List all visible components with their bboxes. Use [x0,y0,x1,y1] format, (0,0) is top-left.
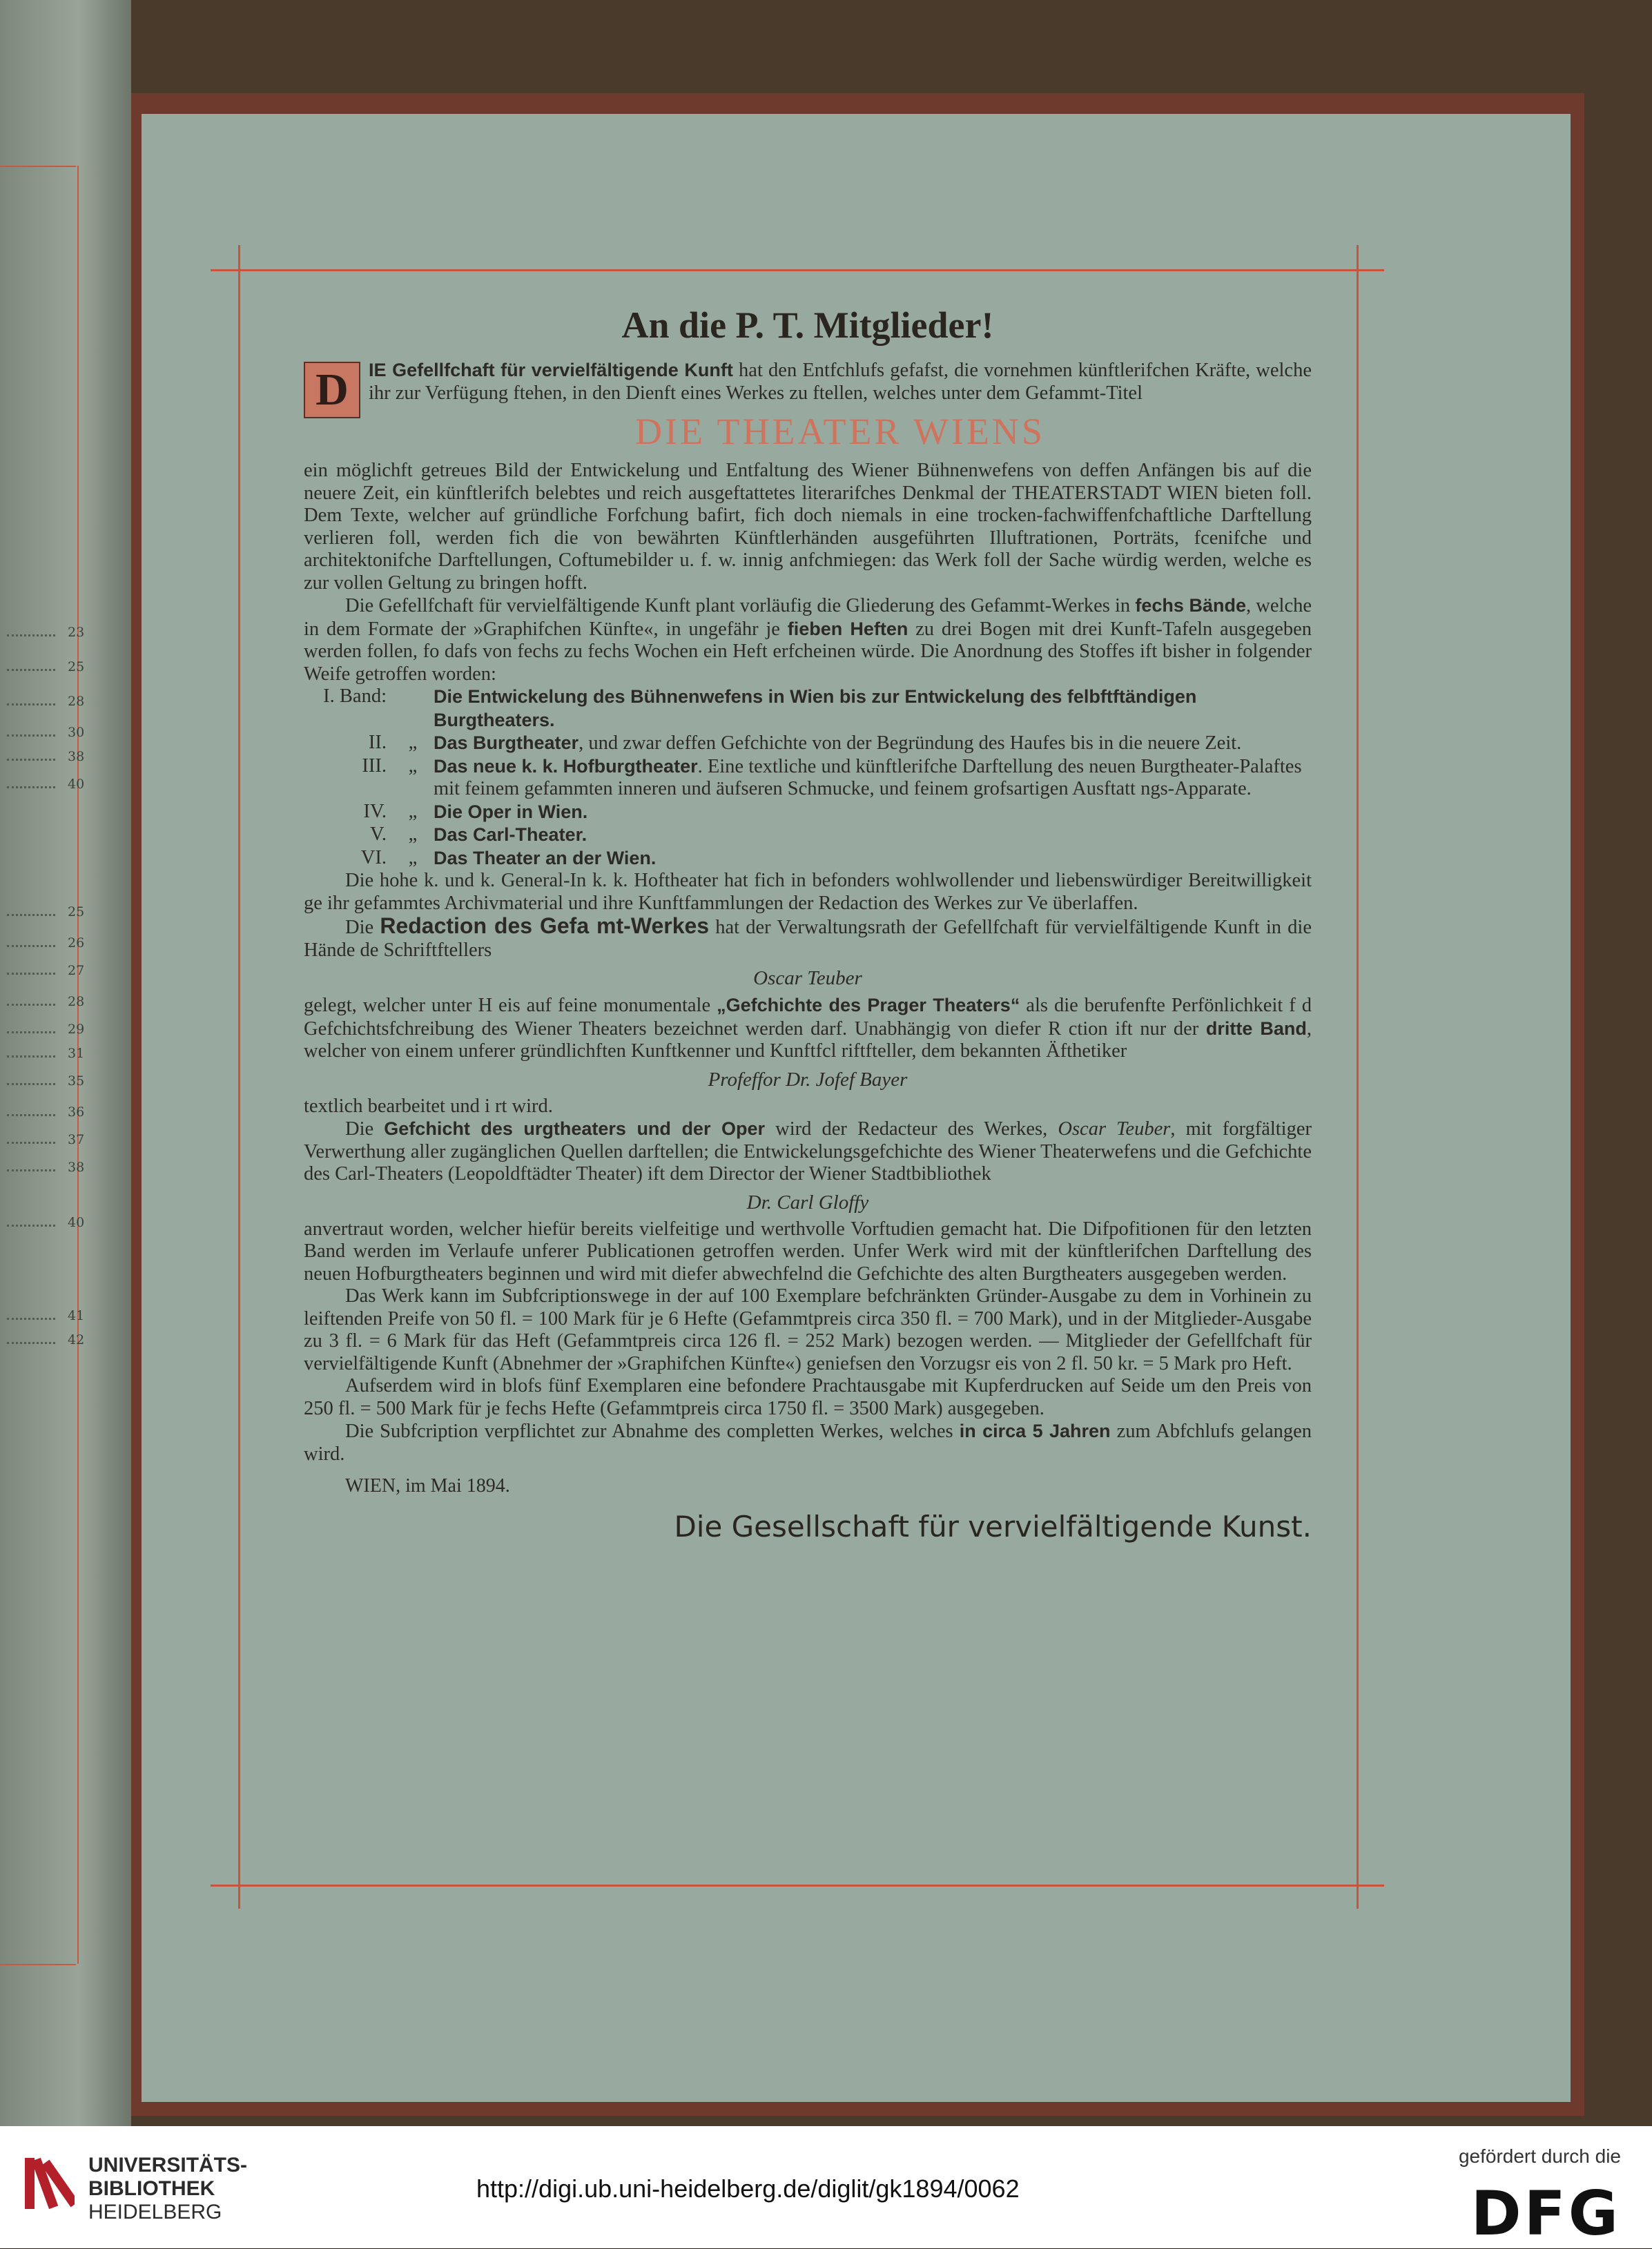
volume-item [304,824,1312,847]
left-page [0,0,131,2126]
editor-text-b: hat der Verwaltungsrath der Gefellfchaft für vervielfältigende Kunft in die Hände de Schriftftellers [304,917,1312,961]
paragraph-history [304,1118,1312,1186]
paragraph-description: ein möglichft getreues Bild der Entwickelung und Entfaltung des Wiener Bühnenwefens von deffen Anfängen bis auf die neuere Zeit, ein künftlerifch belebtes und reich ausgeftattetes literarifches Denkmal der THEATERSTADT WIEN bieten foll. Dem Texte, welcher auf gründliche Forfchung bafirt, fich doch niemals in eine trocken-fachwiffenfchaftliche Darftellung verlieren foll, werden fich die von bewährten Künftlerhänden ausgeführten Illuftrationen, Porträts, fcenifche und architektonifche Darftellungen, Coftumebilder u. f. w. innig anfchmiegen: das Werk foll der Sache würdig werden, welche es zur vollen Geltung zu bringen hofft. [304,460,1312,594]
document-title: An die P. T. Mitglieder! [621,304,994,346]
left-page-number: 31 [68,1046,85,1061]
dfg-logo: DFG [1470,2178,1621,2249]
left-page-number: 27 [68,963,85,978]
dot-leader [7,1308,55,1320]
library-name-line2: BIBLIOTHEK [88,2177,215,2200]
history-text-c: , mit forgfältiger Verwerthung aller zugänglichen Quellen darftellen; die Entwickelungsgefchichte des Wiener Theaterwefens und die Gefchichte des Carl-Theaters (Leopoldftädter Theater) ift dem Director der Wiener Stadtbibliothek [304,1118,1312,1185]
volume-text [434,732,1312,755]
author-name-bayer: Profeffor Dr. Jofef Bayer [708,1068,908,1091]
volume-title: Die Oper in Wien. [434,801,588,822]
dot-leader [7,777,55,788]
dot-leader [7,749,55,761]
volume-item [304,847,1312,870]
dot-leader [7,1073,55,1085]
paragraph-archive: Die hohe k. und k. General-In k. k. Hoftheater hat fich in befonders wohlwollender und liebenswürdiger Bereitwilligkeit ge ihr gefammtes Archivmaterial und ihre Kunftfammlungen der Redaction des Werkes zur Ve überlaffen. [304,870,1312,914]
dot-leader [7,904,55,916]
left-page-number: 28 [68,994,85,1009]
dot-leader [7,1022,55,1033]
frame-right-line [1357,245,1359,1909]
volume-text [434,824,1312,847]
volume-text [434,847,1312,870]
paragraph-editor [304,915,1312,962]
work-title: DIE THEATER WIENS [635,411,1045,452]
volume-title: Das Theater an der Wien. [434,847,657,868]
dot-leader [7,963,55,975]
left-page-number: 42 [68,1332,85,1347]
decorative-initial: D [304,362,360,418]
dot-leader [7,1104,55,1116]
volume-number: III. [362,754,387,777]
volume-list [304,685,1312,870]
paragraph-teuber [304,994,1312,1063]
library-name-line1: UNIVERSITÄTS- [88,2154,248,2177]
volume-title: Das Carl-Theater. [434,824,587,845]
left-page-number: 40 [68,1215,85,1230]
left-page-number: 38 [68,1160,85,1175]
library-logo-icon [21,2152,75,2214]
library-name [88,2154,247,2224]
structure-text-c: zu drei Bogen mit drei Kunft-Tafeln ausgegeben werden follen, fo dafs von fechs zu fechs Wochen ein Heft erfcheinen würde. Die Anordnung des Stoffes ift bisher in folgender Weife getroffen worden: [304,618,1312,685]
volume-ditto-mark: „ [408,732,418,753]
left-page-number: 37 [68,1132,85,1147]
frame-bottom-line [211,1885,1384,1887]
paragraph-deluxe: Aufserdem wird in blofs fünf Exemplaren eine befondere Prachtausgabe mit Kupferdrucken auf Seide um den Preis von 250 fl. = 500 Mark für je fechs Hefte (Gefammtpreis circa 1750 fl. = 3500 Mark) ausgegeben. [304,1375,1312,1419]
dot-leader [7,625,55,636]
footer-bar [0,2126,1652,2248]
subscription-text-b: zum Abfchlufs gelangen wird. [304,1421,1312,1465]
history-bold: Gefchicht des urgtheaters und der Oper [384,1118,765,1139]
structure-bold-issues: fieben Heften [787,618,908,639]
structure-text-a: Die Gefellfchaft für vervielfältigende Kunft plant vorläufig die Gliederung des Gefammt-Werkes in [345,595,1136,616]
teuber-text-c: , welcher von einem unferer gründlichften Kunftkenner und Kunftfcl riftfteller, dem bekannten Äfthetiker [304,1018,1312,1062]
teuber-bold-work: „Gefchichte des Prager Theaters“ [717,995,1020,1015]
volume-title: Das Burgtheater [434,732,579,753]
document-body [304,304,1312,1544]
volume-ditto-mark: „ [408,754,418,777]
volume-ditto-mark [392,685,434,732]
volume-ditto-mark: „ [408,846,418,868]
subscription-text-a: Die Subfcription verpflichtet zur Abnahme des completten Werkes, welches [345,1421,960,1442]
dot-leader [7,694,55,705]
dot-leader [7,994,55,1006]
volume-text [434,801,1312,824]
dot-leader [7,1215,55,1227]
left-page-number: 38 [68,749,85,764]
volume-ditto-mark: „ [408,824,418,845]
volume-description: , und zwar deffen Gefchichte von der Begründung des Haufes bis in die neuere Zeit. [579,732,1242,754]
intro-text: hat den Entfchlufs gefafst, die vornehmen künftlerifchen Kräfte, welche ihr zur Verfügung ftehen, in den Dienft eines Werkes zu ftellen, welches unter dem Gefammt-Titel [369,360,1312,404]
frame-left-line [238,245,240,1909]
dot-leader [7,725,55,737]
funding-label: gefördert durch die [1458,2145,1621,2167]
paragraph-structure [304,594,1312,685]
volume-number: I. Band: [323,685,387,707]
author-name-teuber: Oscar Teuber [753,967,862,989]
volume-item [304,801,1312,824]
left-page-frame-bottom [0,1964,76,1965]
volume-item [304,755,1312,801]
volume-number: V. [369,824,387,845]
left-page-number: 23 [68,625,85,640]
left-page-number: 35 [68,1073,85,1089]
volume-number: VI. [360,846,387,868]
left-page-number: 25 [68,659,85,674]
history-italic-name: Oscar Teuber [1058,1118,1171,1140]
paragraph-bayer: textlich bearbeitet und i rt wird. [304,1095,553,1117]
dot-leader [7,1332,55,1344]
paragraph-pricing: Das Werk kann im Subfcriptionswege in der auf 100 Exemplare befchränkten Gründer-Ausgabe zu dem in Vorhinein zu leiftenden Preife von 50 fl. = 100 Mark für je 6 Hefte (Gefammtpreis circa 350 fl. = 700 Mark), und in der Mitglieder-Ausgabe zu 3 fl. = 6 Mark für das Heft (Gefammtpreis circa 126 fl. = 252 Mark) bezogen werden. — Mitglieder der Gefellfchaft für vervielfältigende Kunft (Abnehmer der »Graphifchen Künfte«) geniefsen den Vorzugsr eis von 2 fl. 50 kr. = 5 Mark pro Heft. [304,1285,1312,1374]
volume-item [304,732,1312,755]
left-page-number: 25 [68,904,85,919]
library-name-line3: HEIDELBERG [88,2201,222,2223]
signature: Die Gesellschaft für vervielfältigende Kunst. [674,1510,1312,1544]
left-page-number: 28 [68,694,85,709]
history-text-b: wird der Redacteur des Werkes, [765,1118,1058,1140]
left-page-number: 29 [68,1022,85,1037]
left-page-number: 41 [68,1308,85,1323]
volume-title: Die Entwickelung des Bühnenwefens in Wien bis zur Entwickelung des felbftftändigen Burgtheaters. [434,686,1197,730]
teuber-text-b: als die berufenfte Perfönlichkeit f d Gefchichtsfchreibung des Wiener Theaters bezeichnet werden darf. Unabhängig von diefer R ction ift nur der [304,995,1312,1040]
place-date: WIEN, im Mai 1894. [345,1475,510,1497]
structure-bold-volumes: fechs Bände [1135,595,1246,616]
volume-number: II. [368,732,387,753]
left-page-number: 36 [68,1104,85,1120]
structure-text-b: , welche in dem Formate der »Graphifchen Künfte«, in ungefähr je [304,595,1312,640]
editor-bold: Redaction des Gefa mt-Werkes [380,913,710,938]
dot-leader [7,935,55,947]
intro-paragraph [304,359,1312,415]
teuber-text-a: gelegt, welcher unter H eis auf feine monumentale [304,995,717,1016]
volume-description: . Eine textliche und künftlerifche Darftellung des neuen Burgtheater-Palaftes mit feinem gefammten inneren und äufseren Schmucke, und feinem grofsartigen Ausftatt ngs-Apparate. [434,755,1302,799]
volume-item [304,685,1312,732]
dot-leader [7,1160,55,1171]
society-name: IE Gefellfchaft für vervielfältigende Kunft [369,360,733,380]
left-page-number: 30 [68,725,85,740]
paragraph-subscription [304,1420,1312,1466]
volume-text [434,755,1312,801]
author-name-glossy: Dr. Carl Gloffy [746,1191,869,1214]
subscription-bold: in circa 5 Jahren [959,1421,1111,1441]
left-page-frame-side [77,166,79,1964]
permalink[interactable]: http://digi.ub.uni-heidelberg.de/diglit/gk1894/0062 [476,2174,1020,2203]
left-page-number: 26 [68,935,85,951]
dot-leader [7,1132,55,1144]
volume-title: Das neue k. k. Hofburgtheater [434,755,698,777]
teuber-bold-volume: dritte Band [1205,1018,1307,1039]
volume-ditto-mark: „ [408,800,418,822]
dot-leader [7,659,55,671]
history-text-a: Die [345,1118,385,1140]
volume-text [434,685,1312,732]
left-page-number: 40 [68,777,85,792]
frame-top-line [211,269,1384,271]
left-page-frame-top [0,166,76,167]
dot-leader [7,1046,55,1058]
volume-number: IV. [363,800,387,822]
editor-text-a: Die [345,917,380,938]
paragraph-glossy: anvertraut worden, welcher hiefür bereits vielfeitige und werthvolle Vorftudien gemacht hat. Die Difpofitionen für den letzten Band werden im Verlaufe unferer Publicationen getroffen werden. Unfer Werk wird mit der künftlerifchen Darftellung des neuen Hofburgtheaters beginnen und wird mit diefer abwechfelnd die Gefchichte des alten Burgtheaters ausgegeben werden. [304,1218,1312,1285]
